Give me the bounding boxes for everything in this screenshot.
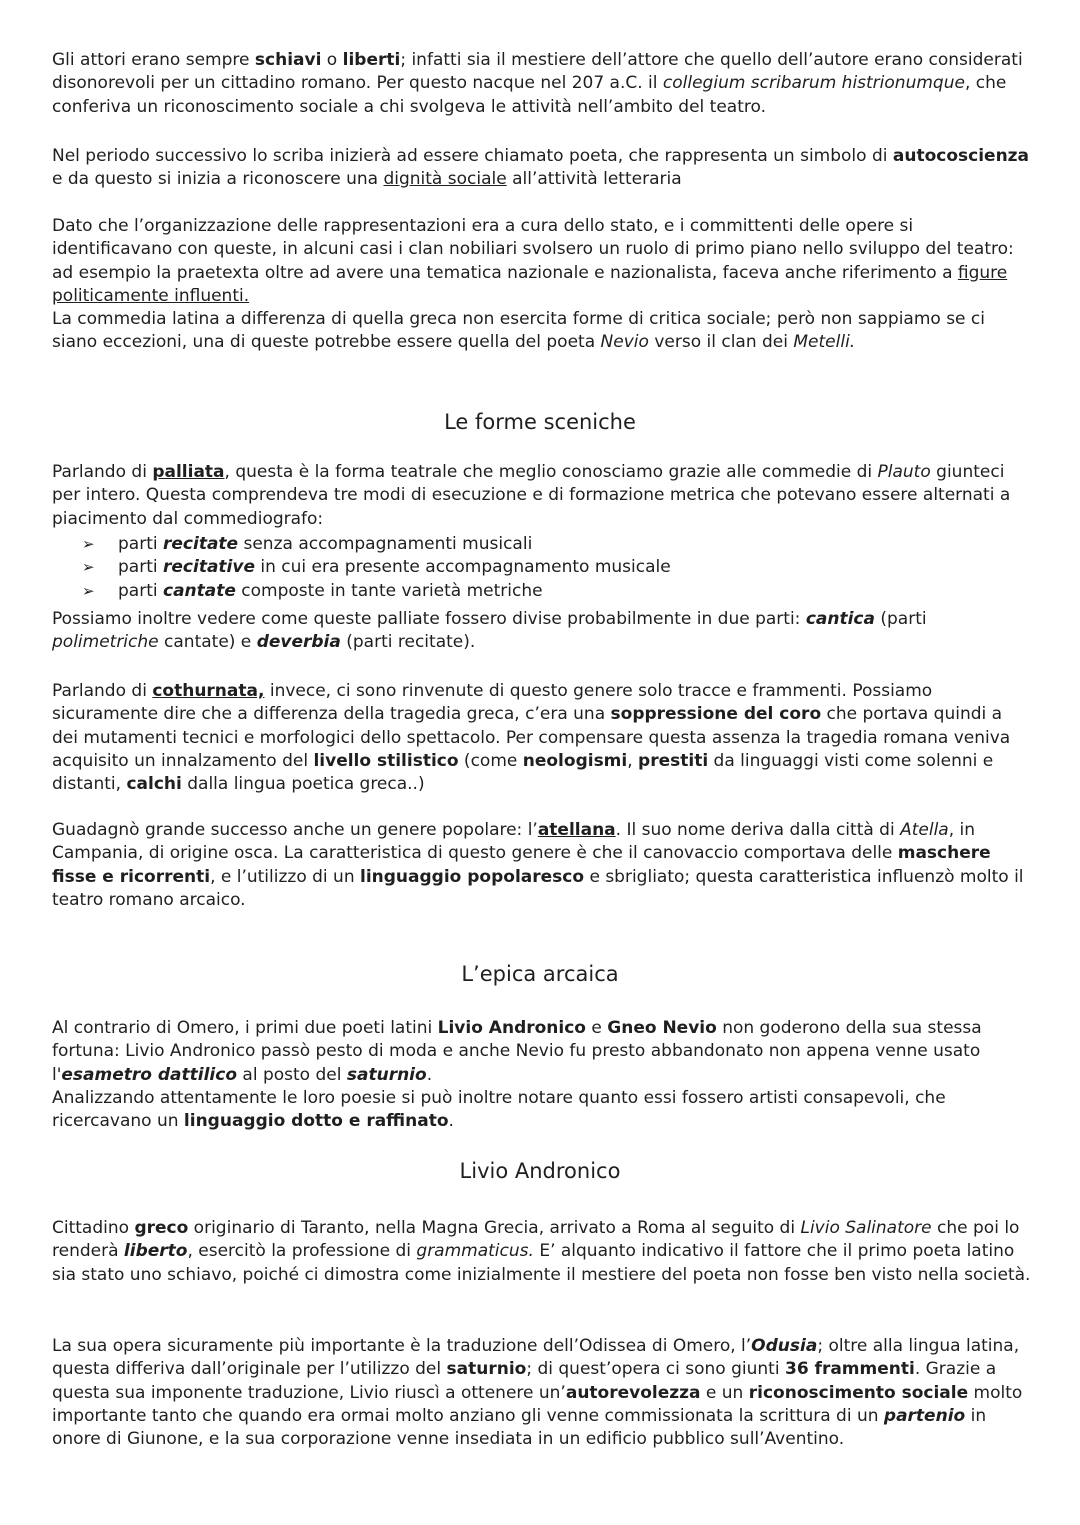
paragraph-palliata: Parlando di palliata, questa è la forma teatrale che meglio conosciamo grazie alle commedie di Plauto giunteci per intero. Questa comprendeva tre modi di esecuzione e di formazione metrica che potevano essere alternati a piacimento dal commediografo: [52,462,1011,529]
paragraph-cothurnata: Parlando di cothurnata, invece, ci sono rinvenute di questo genere solo tracce e frammenti. Possiamo sicuramente dire che a differenza della tragedia greca, c’era una soppressione del coro che portava quindi a dei mutamenti tecnici e morfologici dello spettacolo. Per compensare questa assenza la tragedia romana veniva acquisito un innalzamento del livello stilistico (come neologismi, prestiti da linguaggi visti come solenni e distanti, calchi dalla lingua poetica greca..) [52,681,1011,795]
list-item: ➢ parti recitate senza accompagnamenti musicali [52,533,1032,556]
paragraph-epica: Al contrario di Omero, i primi due poeti latini Livio Andronico e Gneo Nevio non goderono della sua stessa fortuna: Livio Andronico passò pesto di moda e anche Nevio fu presto abbandonato non appena venne usato l'esametro dattilico al posto del saturnio. Analizzando attentamente le loro poesie si può inoltre notare quanto essi fossero artisti consapevoli, che ricercavano un linguaggio dotto e raffinato. [52,1018,982,1132]
paragraph-cantica: Possiamo inoltre vedere come queste palliate fossero divise probabilmente in due parti: cantica (parti polimetriche cantate) e deverbia (parti recitate). [52,609,927,653]
paragraph-poet: Nel periodo successivo lo scriba inizierà ad essere chiamato poeta, che rappresenta un simbolo di autocoscienza e da questo si inizia a riconoscere una dignità sociale all’attività letteraria [52,146,1030,190]
heading-livio-andronico: Livio Andronico [459,1159,621,1183]
heading-epica-arcaica: L’epica arcaica [461,962,619,986]
list-item: ➢ parti cantate composte in tante varietà metriche [52,580,1032,603]
paragraph-actors: Gli attori erano sempre schiavi o liberti; infatti sia il mestiere dell’attore che quello dell’autore erano considerati disonorevoli per un cittadino romano. Per questo nacque nel 207 a.C. il collegium scribarum histrionumque, che conferiva un riconoscimento sociale a chi svolgeva le attività nell’ambito del teatro. [52,50,1023,117]
paragraph-atellana: Guadagnò grande successo anche un genere popolare: l’atellana. Il suo nome deriva dalla città di Atella, in Campania, di origine osca. La caratteristica di questo genere è che il canovaccio comportava delle maschere fisse e ricorrenti, e l’utilizzo di un linguaggio popolaresco e sbrigliato; questa caratteristica influenzò molto il teatro romano arcaico. [52,820,1024,910]
performance-list [52,533,1032,603]
paragraph-organization: Dato che l’organizzazione delle rappresentazioni era a cura dello stato, e i committenti delle opere si identificavano con queste, in alcuni casi i clan nobiliari svolsero un ruolo di primo piano nello sviluppo del teatro: ad esempio la praetexta oltre ad avere una tematica nazionale e nazionalista, faceva anche riferimento a figure politicamente influenti. La commedia latina a differenza di quella greca non esercita forme di critica sociale; però non sappiamo se ci siano eccezioni, una di queste potrebbe essere quella del poeta Nevio verso il clan dei Metelli. [52,216,1014,353]
paragraph-livio-bio: Cittadino greco originario di Taranto, nella Magna Grecia, arrivato a Roma al seguito di Livio Salinatore che poi lo renderà liberto, esercitò la professione di grammaticus. E’ alquanto indicativo il fattore che il primo poeta latino sia stato uno schiavo, poiché ci dimostra come inizialmente il mestiere del poeta non fosse ben visto nella società. [52,1218,1031,1285]
heading-forme-sceniche: Le forme sceniche [444,410,636,434]
list-item: ➢ parti recitative in cui era presente accompagnamento musicale [52,556,1032,579]
paragraph-odusia: La sua opera sicuramente più importante è la traduzione dell’Odissea di Omero, l’Odusia; oltre alla lingua latina, questa differiva dall’originale per l’utilizzo del saturnio; di quest’opera ci sono giunti 36 frammenti. Grazie a questa sua imponente traduzione, Livio riuscì a ottenere un’autorevolezza e un riconoscimento sociale molto importante tanto che quando era ormai molto anziano gli venne commissionata la scrittura di un partenio in onore di Giunone, e la sua corporazione venne insediata in un edificio pubblico sull’Aventino. [52,1336,1023,1450]
